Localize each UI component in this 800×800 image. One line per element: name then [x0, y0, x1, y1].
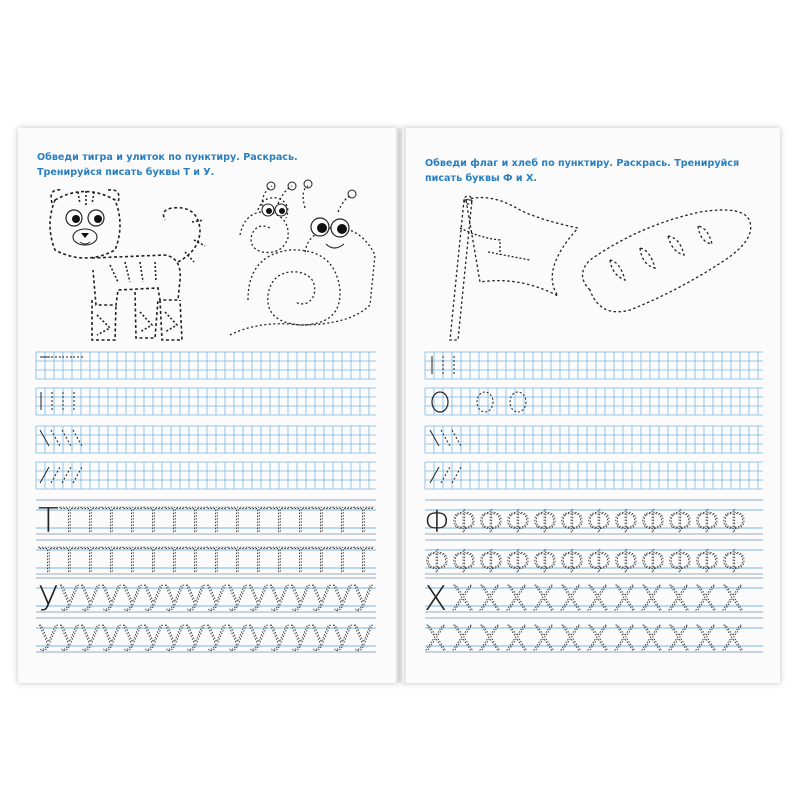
left-letter-u-row1-4: У — [122, 579, 143, 619]
left-letter-u-row2-11: У — [269, 619, 290, 659]
left-letter-u-row1-6: У — [164, 579, 185, 619]
right-letter-h-row1-0: Х — [424, 579, 448, 619]
right-letter-h-row1-6: Х — [586, 579, 610, 619]
right-grid-row-0 — [425, 352, 763, 379]
right-letter-f-row2-0: Ф — [424, 545, 450, 580]
left-letter-t-row2-14: Т — [332, 541, 353, 581]
right-stroke-u-0 — [430, 467, 439, 483]
right-letter-h-row2-7: Х — [613, 619, 637, 659]
left-grid-row-2 — [36, 426, 376, 453]
right-letter-h-row1-8: Х — [640, 579, 664, 619]
left-letter-u-row2-8: У — [206, 619, 227, 659]
left-letter-u-row2-10: У — [248, 619, 269, 659]
left-letter-t-row1-2: Т — [80, 501, 101, 541]
right-letter-h-row1-1: Х — [451, 579, 475, 619]
left-letter-t-row2-11: Т — [269, 541, 290, 581]
left-letter-t-row1-0: Т — [38, 501, 59, 541]
left-grid-row-1 — [36, 388, 376, 415]
left-letter-u-row2-9: У — [227, 619, 248, 659]
right-letter-h-row2-1: Х — [451, 619, 475, 659]
right-letter-f-row2-5: Ф — [559, 545, 585, 580]
left-letter-t-row1-1: Т — [59, 501, 80, 541]
left-letter-t-row2-9: Т — [227, 541, 248, 581]
left-letter-t-row1-5: Т — [143, 501, 164, 541]
right-letter-h-row2-2: Х — [478, 619, 502, 659]
left-letter-u-row1-1: У — [59, 579, 80, 619]
left-grid-row-3 — [36, 462, 376, 489]
left-letter-t-row2-6: Т — [164, 541, 185, 581]
right-letter-f-row1-5: Ф — [559, 505, 585, 540]
left-stroke-u-1 — [51, 467, 60, 483]
left-letter-t-row2-4: Т — [122, 541, 143, 581]
left-instruction-line2: Тренируйся писать буквы Т и У. — [37, 167, 215, 178]
right-letter-f-row1-6: Ф — [586, 505, 612, 540]
right-letter-h-row1-11: Х — [721, 579, 745, 619]
left-letter-u-row1-3: У — [101, 579, 122, 619]
left-letter-t-row1-11: Т — [269, 501, 290, 541]
left-letter-t-row2-0: Т — [38, 541, 59, 581]
right-letter-f-row1-1: Ф — [451, 505, 477, 540]
right-letter-h-row2-10: Х — [694, 619, 718, 659]
left-letter-t-row2-13: Т — [311, 541, 332, 581]
right-letter-h-row2-3: Х — [505, 619, 529, 659]
left-letter-u-row2-12: У — [290, 619, 311, 659]
left-stroke-u-0 — [40, 467, 49, 483]
right-letter-h-row2-8: Х — [640, 619, 664, 659]
right-letter-h-row1-3: Х — [505, 579, 529, 619]
left-letter-t-row2-2: Т — [80, 541, 101, 581]
left-instruction-line1: Обведи тигра и улиток по пунктиру. Раскрась. — [37, 152, 298, 163]
left-letter-u-row2-7: У — [185, 619, 206, 659]
right-letter-h-row1-7: Х — [613, 579, 637, 619]
left-letter-u-row1-12: У — [290, 579, 311, 619]
right-letter-f-row2-2: Ф — [478, 545, 504, 580]
left-letter-u-row2-1: У — [59, 619, 80, 659]
left-letter-u-row1-14: У — [332, 579, 353, 619]
left-letter-t-row1-10: Т — [248, 501, 269, 541]
right-letter-h-row2-11: Х — [721, 619, 745, 659]
left-letter-u-row2-14: У — [332, 619, 353, 659]
left-letter-u-row2-3: У — [101, 619, 122, 659]
right-letter-f-row1-0: Ф — [424, 505, 450, 540]
right-letter-f-row1-4: Ф — [532, 505, 558, 540]
left-letter-u-row2-2: У — [80, 619, 101, 659]
right-letter-f-row2-8: Ф — [640, 545, 666, 580]
left-letter-u-row2-15: У — [353, 619, 374, 659]
right-grid-row-2 — [425, 426, 763, 453]
left-letter-t-row2-7: Т — [185, 541, 206, 581]
left-letter-t-row1-13: Т — [311, 501, 332, 541]
right-letter-f-row1-2: Ф — [478, 505, 504, 540]
right-letter-h-row2-4: Х — [532, 619, 556, 659]
right-letter-h-row1-9: Х — [667, 579, 691, 619]
left-letter-u-row2-5: У — [143, 619, 164, 659]
left-letter-t-row1-4: Т — [122, 501, 143, 541]
right-letter-f-row1-8: Ф — [640, 505, 666, 540]
right-letter-f-row2-3: Ф — [505, 545, 531, 580]
left-letter-u-row1-13: У — [311, 579, 332, 619]
left-letter-u-row1-2: У — [80, 579, 101, 619]
right-letter-f-row2-4: Ф — [532, 545, 558, 580]
left-letter-u-row1-11: У — [269, 579, 290, 619]
left-letter-t-row2-3: Т — [101, 541, 122, 581]
left-letter-u-row2-6: У — [164, 619, 185, 659]
right-letter-f-row1-3: Ф — [505, 505, 531, 540]
left-letter-u-row1-0: У — [38, 579, 59, 619]
right-instruction-line1: Обведи флаг и хлеб по пунктиру. Раскрась. Тренируйся — [425, 158, 740, 169]
left-letter-t-row1-15: Т — [353, 501, 374, 541]
right-letter-h-row1-10: Х — [694, 579, 718, 619]
right-letter-f-row2-1: Ф — [451, 545, 477, 580]
left-letter-t-row1-9: Т — [227, 501, 248, 541]
left-letter-t-row2-10: Т — [248, 541, 269, 581]
right-letter-h-row2-5: Х — [559, 619, 583, 659]
left-letter-t-row1-12: Т — [290, 501, 311, 541]
right-letter-h-row2-9: Х — [667, 619, 691, 659]
right-letter-f-row1-9: Ф — [667, 505, 693, 540]
left-letter-u-row2-13: У — [311, 619, 332, 659]
right-instruction-line2: писать буквы Ф и Х. — [425, 173, 537, 184]
right-letter-h-row1-5: Х — [559, 579, 583, 619]
left-letter-t-row1-7: Т — [185, 501, 206, 541]
left-letter-u-row1-9: У — [227, 579, 248, 619]
right-letter-f-row2-11: Ф — [721, 545, 747, 580]
left-letter-u-row1-5: У — [143, 579, 164, 619]
right-letter-h-row1-4: Х — [532, 579, 556, 619]
left-letter-u-row1-10: У — [248, 579, 269, 619]
right-letter-f-row1-10: Ф — [694, 505, 720, 540]
left-letter-t-row2-15: Т — [353, 541, 374, 581]
right-letter-f-row2-7: Ф — [613, 545, 639, 580]
right-letter-f-row2-9: Ф — [667, 545, 693, 580]
right-stroke-u-1 — [441, 467, 450, 483]
left-letter-u-row1-7: У — [185, 579, 206, 619]
left-letter-u-row2-0: У — [38, 619, 59, 659]
left-letter-t-row1-3: Т — [101, 501, 122, 541]
right-letter-f-row1-7: Ф — [613, 505, 639, 540]
right-letter-h-row1-2: Х — [478, 579, 502, 619]
right-grid-row-3 — [425, 462, 763, 489]
right-grid-row-1 — [425, 388, 763, 415]
right-letter-f-row2-10: Ф — [694, 545, 720, 580]
left-letter-t-row1-8: Т — [206, 501, 227, 541]
left-letter-u-row2-4: У — [122, 619, 143, 659]
right-letter-f-row2-6: Ф — [586, 545, 612, 580]
right-letter-h-row2-6: Х — [586, 619, 610, 659]
left-letter-t-row2-8: Т — [206, 541, 227, 581]
right-letter-h-row2-0: Х — [424, 619, 448, 659]
left-letter-t-row2-1: Т — [59, 541, 80, 581]
left-letter-u-row1-8: У — [206, 579, 227, 619]
right-letter-f-row1-11: Ф — [721, 505, 747, 540]
left-letter-t-row2-12: Т — [290, 541, 311, 581]
left-letter-t-row2-5: Т — [143, 541, 164, 581]
left-letter-t-row1-6: Т — [164, 501, 185, 541]
right-stroke-u-2 — [452, 467, 461, 483]
left-letter-u-row1-15: У — [353, 579, 374, 619]
left-letter-t-row1-14: Т — [332, 501, 353, 541]
left-grid-row-0 — [36, 352, 376, 379]
